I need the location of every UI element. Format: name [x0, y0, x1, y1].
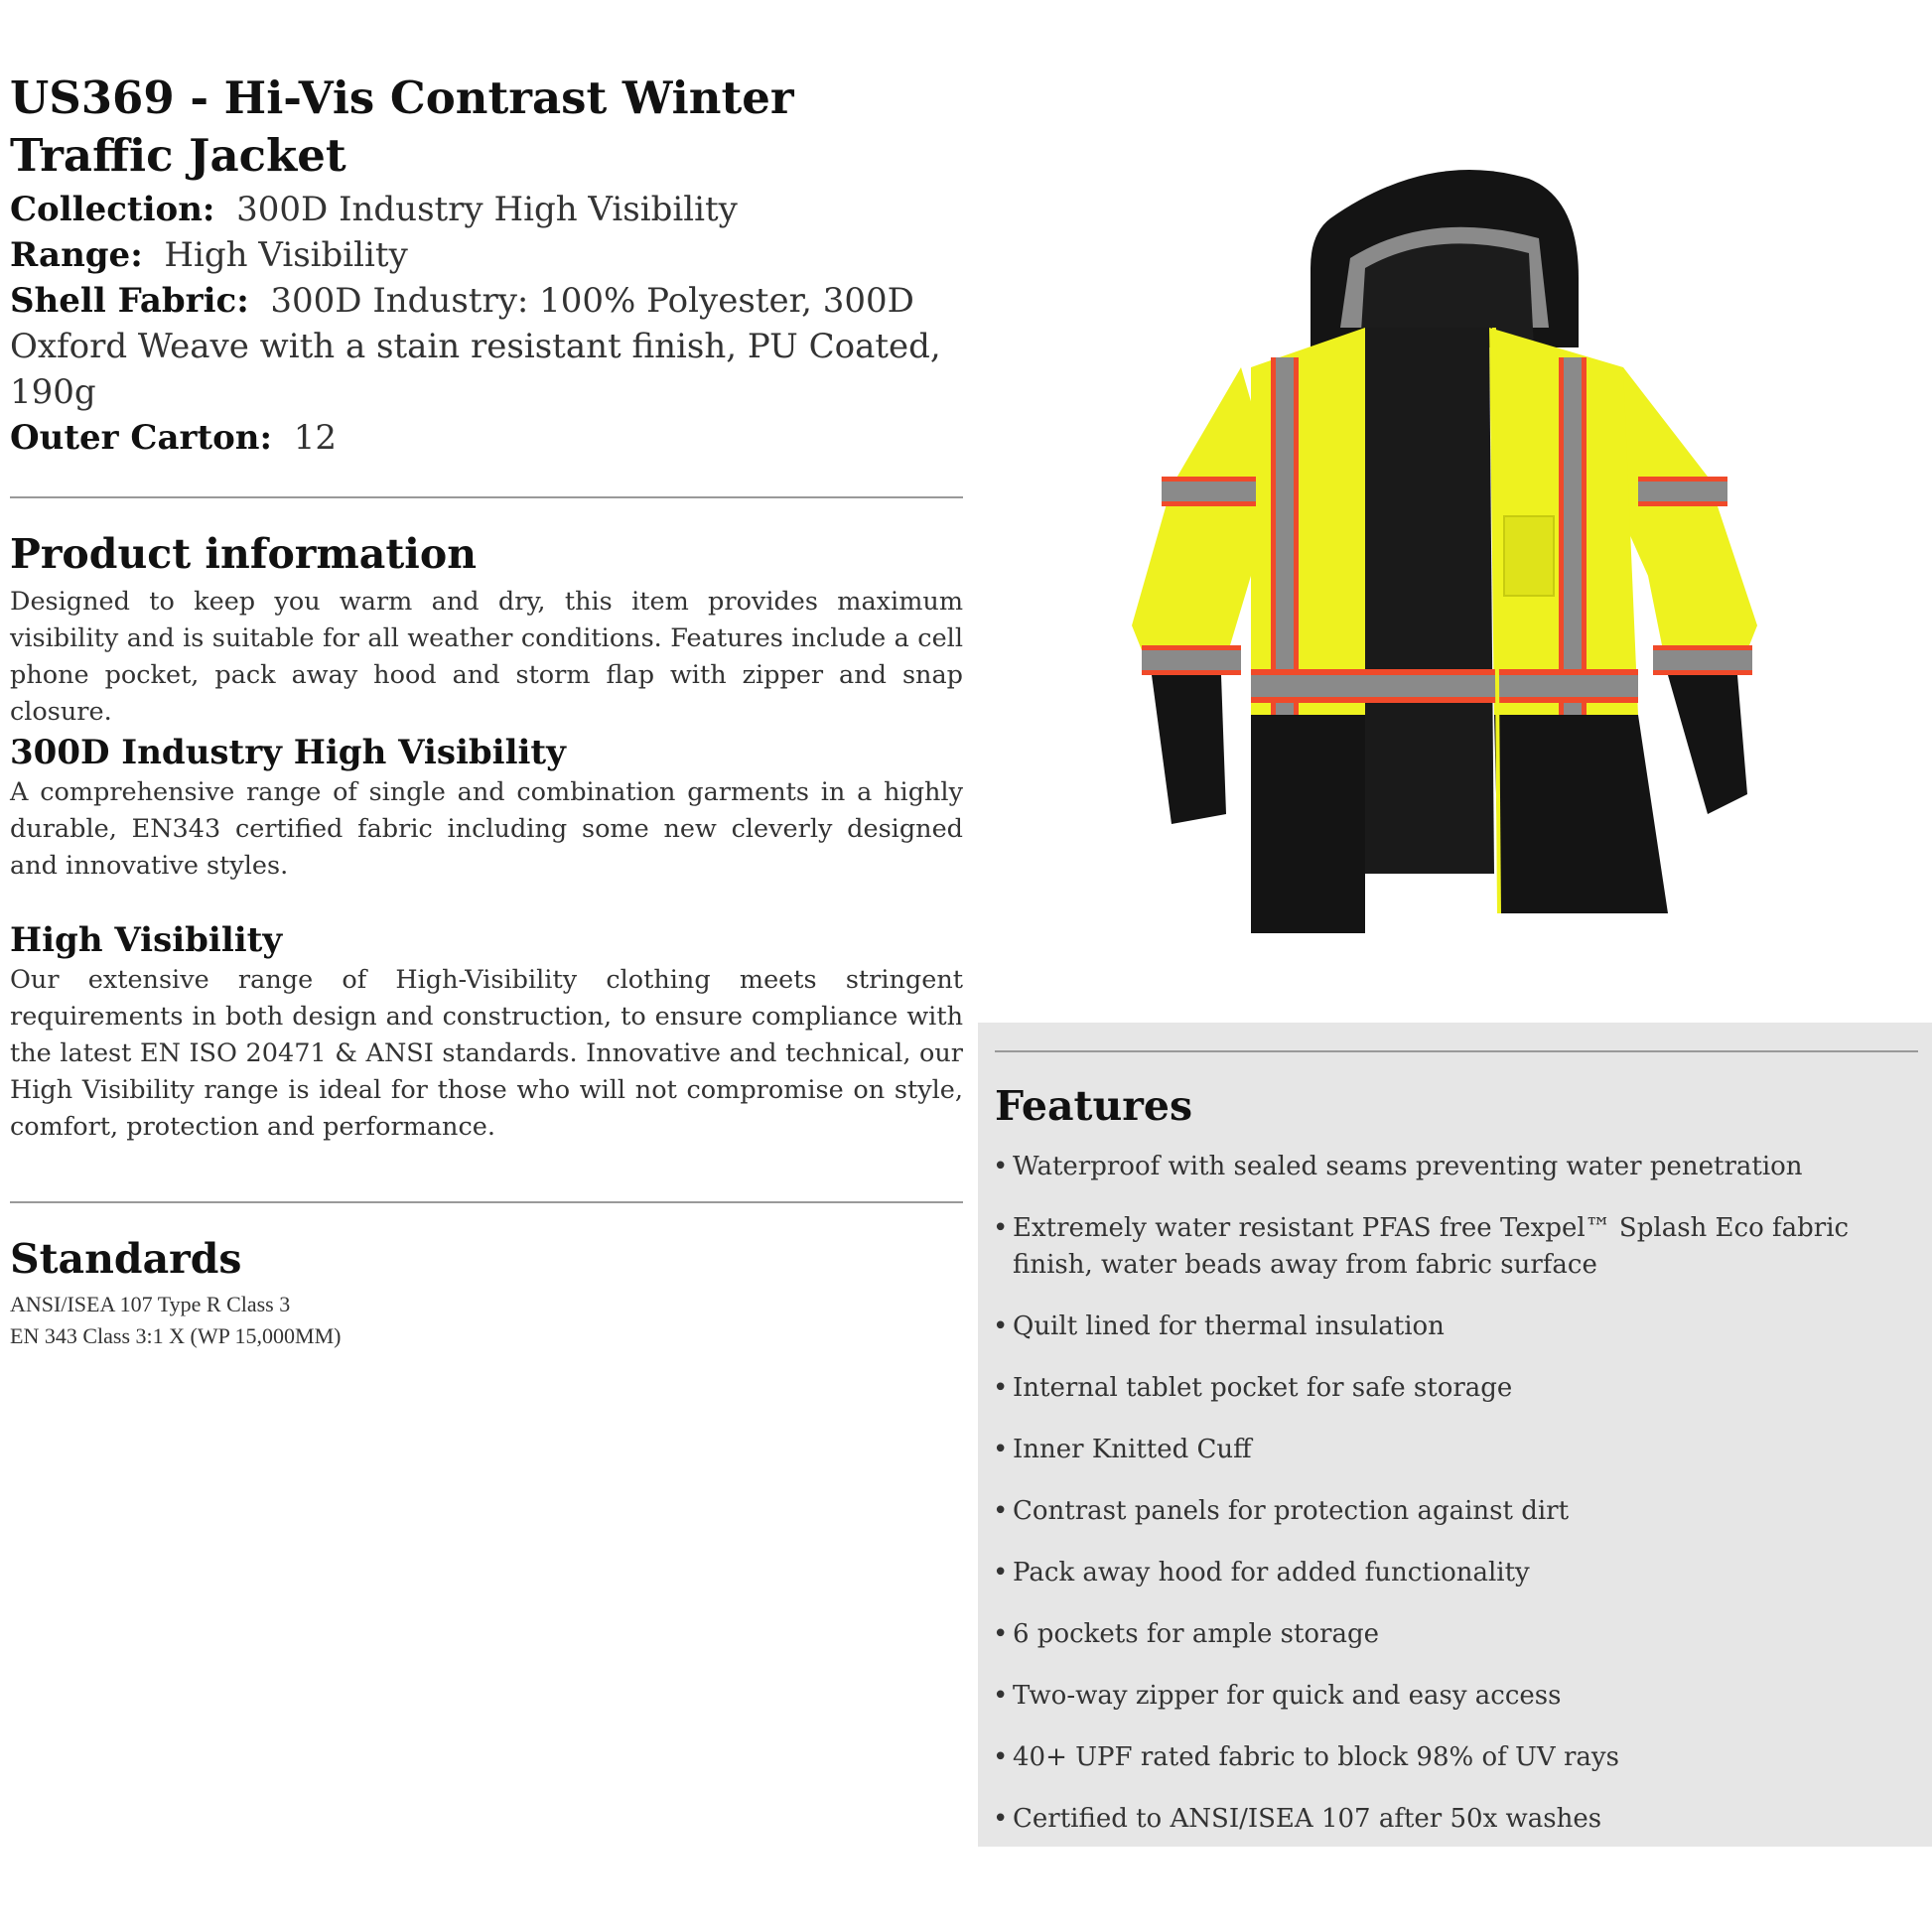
jacket-image [1112, 159, 1807, 983]
product-title: US369 - Hi-Vis Contrast Winter Traffic Jacket [10, 71, 794, 182]
divider [10, 1201, 963, 1203]
spec-value: High Visibility [164, 235, 408, 275]
features-panel [978, 1023, 1932, 1847]
spec-value: 300D Industry: 100% Polyester, 300D Oxford Weave with a stain resistant finish, PU Coated, 190g [10, 281, 941, 412]
feature-item: • Two-way zipper for quick and easy access [993, 1678, 1906, 1715]
standard-item: EN 343 Class 3:1 X (WP 15,000MM) [10, 1323, 342, 1348]
feature-item: • Waterproof with sealed seams preventing water penetration [993, 1149, 1906, 1185]
spec-value: 300D Industry High Visibility [236, 190, 738, 229]
spec-label: Outer Carton: [10, 418, 273, 458]
feature-item: • Pack away hood for added functionality [993, 1555, 1906, 1591]
feature-item: • 6 pockets for ample storage [993, 1616, 1906, 1653]
feature-item: • Contrast panels for protection against dirt [993, 1493, 1906, 1530]
product-information-section [10, 528, 963, 1146]
features-heading: Features [995, 1082, 1193, 1130]
feature-item: • Extremely water resistant PFAS free Texpel™ Splash Eco fabric finish, water beads away from fabric surface [993, 1210, 1906, 1284]
product-information-heading: Product information [10, 530, 478, 578]
spec-outer-carton [10, 415, 963, 461]
divider [10, 496, 963, 498]
feature-item: • 40+ UPF rated fabric to block 98% of UV rays [993, 1739, 1906, 1776]
range-heading: High Visibility [10, 920, 283, 960]
standards-heading: Standards [10, 1235, 242, 1283]
jacket-illustration [1132, 170, 1757, 933]
standard-item: ANSI/ISEA 107 Type R Class 3 [10, 1292, 291, 1316]
feature-item: • Quilt lined for thermal insulation [993, 1309, 1906, 1345]
spec-collection [10, 187, 963, 232]
features-list [993, 1149, 1906, 1863]
spec-value: 12 [293, 418, 337, 458]
spec-label: Range: [10, 235, 143, 275]
spec-shell-fabric [10, 278, 963, 415]
spec-label: Shell Fabric: [10, 281, 249, 321]
product-specs [10, 187, 963, 461]
spec-range [10, 232, 963, 278]
collection-text: A comprehensive range of single and combination garments in a highly durable, EN343 certified fabric including some new cleverly designed and innovative styles. [10, 777, 963, 881]
spec-label: Collection: [10, 190, 215, 229]
feature-item: • Internal tablet pocket for safe storage [993, 1370, 1906, 1407]
collection-heading: 300D Industry High Visibility [10, 733, 566, 772]
feature-item: • Inner Knitted Cuff [993, 1432, 1906, 1468]
feature-item: • Certified to ANSI/ISEA 107 after 50x washes [993, 1801, 1906, 1838]
product-information-text: Designed to keep you warm and dry, this item provides maximum visibility and is suitable for all weather conditions. Features include a cell phone pocket, pack away hood and storm flap with zipper and snap closure. [10, 587, 963, 727]
range-text: Our extensive range of High-Visibility clothing meets stringent requirements in both design and construction, to ensure compliance with the latest EN ISO 20471 & ANSI standards. Innovative and technical, our High Visibility range is ideal for those who will not compromise on style, comfort, protection and performance. [10, 965, 963, 1142]
divider [995, 1050, 1918, 1052]
product-details [10, 69, 963, 461]
standards-section [10, 1233, 963, 1352]
